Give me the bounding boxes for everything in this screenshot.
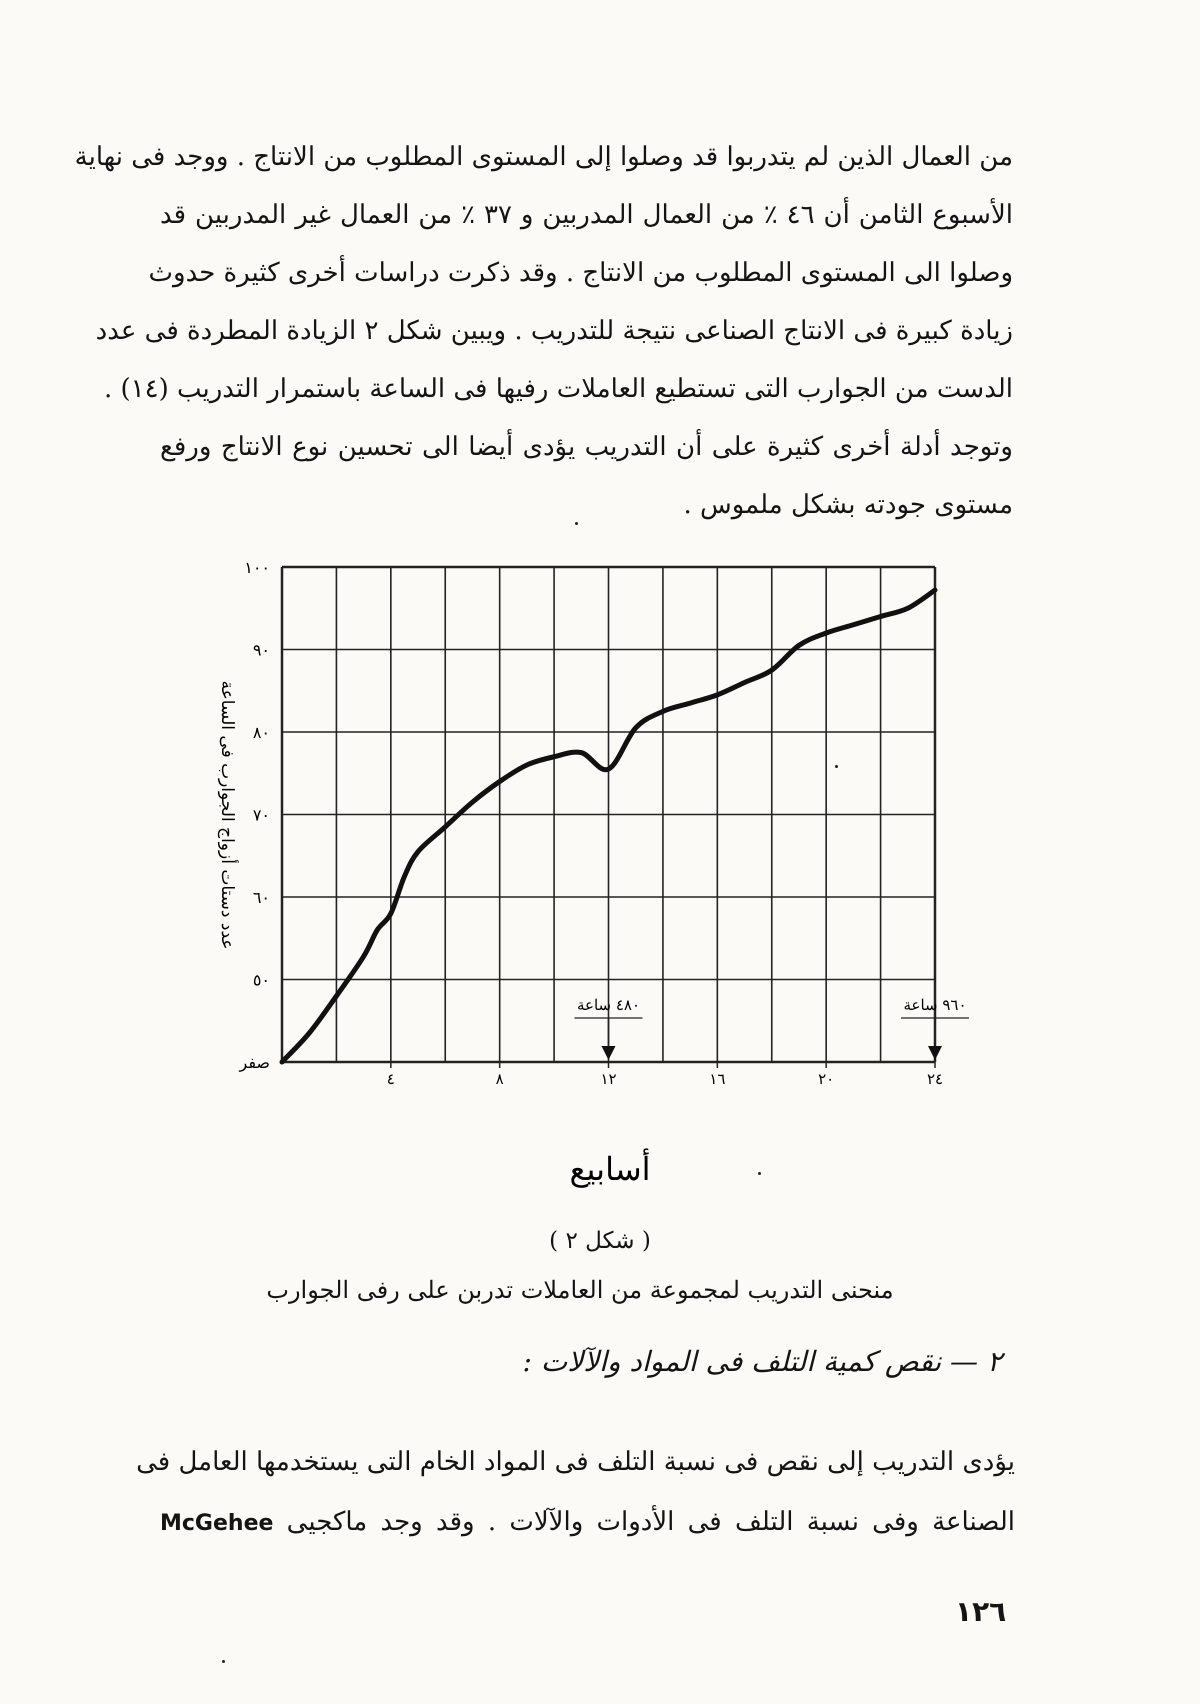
x-tick-label: ٨ <box>495 1070 504 1088</box>
section-heading: ٢ — نقص كمية التلف فى المواد والآلات : <box>522 1345 1002 1378</box>
x-tick-label: ١٦ <box>709 1070 726 1088</box>
paragraph-line: وتوجد أدلة أخرى كثيرة على أن التدريب يؤدى أيضا الى تحسين نوع الانتاج ورفع <box>160 432 1013 462</box>
hour-marker-label: ٤٨٠ ساعة <box>576 996 641 1014</box>
paragraph-line: الأسبوع الثامن أن ٤٦ ٪ من العمال المدربين و ٣٧ ٪ من العمال غير المدربين قد <box>160 200 1014 230</box>
chart-grid <box>282 567 935 1062</box>
y-tick-label: ٨٠ <box>252 723 270 742</box>
x-axis-label: أسابيع <box>569 1150 651 1188</box>
page-number: ١٢٦ <box>955 1595 1007 1628</box>
down-arrow-icon <box>602 1046 616 1060</box>
paragraph-1 <box>74 128 1014 534</box>
x-tick-label: ٢٠ <box>818 1070 835 1088</box>
x-tick-label: ٢٤ <box>926 1070 944 1088</box>
y-tick-label: ١٠٠ <box>244 558 270 577</box>
y-tick-labels <box>238 558 270 1072</box>
y-axis-label: عدد دستات أزواج الجوارب فى الساعة <box>217 680 237 950</box>
paper-speck <box>575 522 578 525</box>
figure-caption: منحنى التدريب لمجموعة من العاملات تدربن على رفى الجوارب <box>266 1276 894 1304</box>
figure-number: ( شكل ٢ ) <box>549 1228 651 1254</box>
y-tick-label: ٧٠ <box>252 805 270 825</box>
x-tick-label: ٤ <box>386 1070 395 1088</box>
hour-marker-label: ٩٦٠ ساعة <box>903 996 967 1014</box>
paragraph-text: الصناعة وفى نسبة التلف فى الأدوات والآلات . وقد وجد ماكجيى <box>286 1507 1015 1537</box>
paragraph-line: مستوى جودته بشكل ملموس . <box>683 490 1013 520</box>
y-tick-label: ٦٠ <box>252 888 270 907</box>
paper-speck <box>835 765 838 768</box>
author-name-latin: McGehee <box>160 1511 274 1536</box>
paragraph-2 <box>136 1432 1015 1554</box>
paragraph-line: زيادة كبيرة فى الانتاج الصناعى نتيجة للتدريب . ويبين شكل ٢ الزيادة المطردة فى عدد <box>95 316 1013 346</box>
y-tick-label: صفر <box>239 1053 270 1072</box>
y-tick-label: ٥٠ <box>252 970 270 990</box>
paragraph-line: يؤدى التدريب إلى نقص فى نسبة التلف فى المواد الخام التى يستخدمها العامل فى <box>136 1447 1015 1477</box>
x-tick-labels <box>387 1062 943 1088</box>
paper-speck <box>758 1172 761 1175</box>
x-tick-label: ١٢ <box>600 1070 617 1088</box>
down-arrow-icon <box>928 1046 942 1060</box>
paragraph-line <box>160 1492 1015 1554</box>
paper-speck <box>222 1660 225 1663</box>
paragraph-line: الدست من الجوارب التى تستطيع العاملات رفيها فى الساعة باستمرار التدريب (١٤) . <box>103 374 1013 404</box>
paragraph-line: من العمال الذين لم يتدربوا قد وصلوا إلى المستوى المطلوب من الانتاج . ووجد فى نهاية <box>74 142 1013 172</box>
training-curve-chart <box>200 545 980 1225</box>
y-tick-label: ٩٠ <box>252 640 270 660</box>
paragraph-line: وصلوا الى المستوى المطلوب من الانتاج . وقد ذكرت دراسات أخرى كثيرة حدوث <box>148 258 1013 288</box>
